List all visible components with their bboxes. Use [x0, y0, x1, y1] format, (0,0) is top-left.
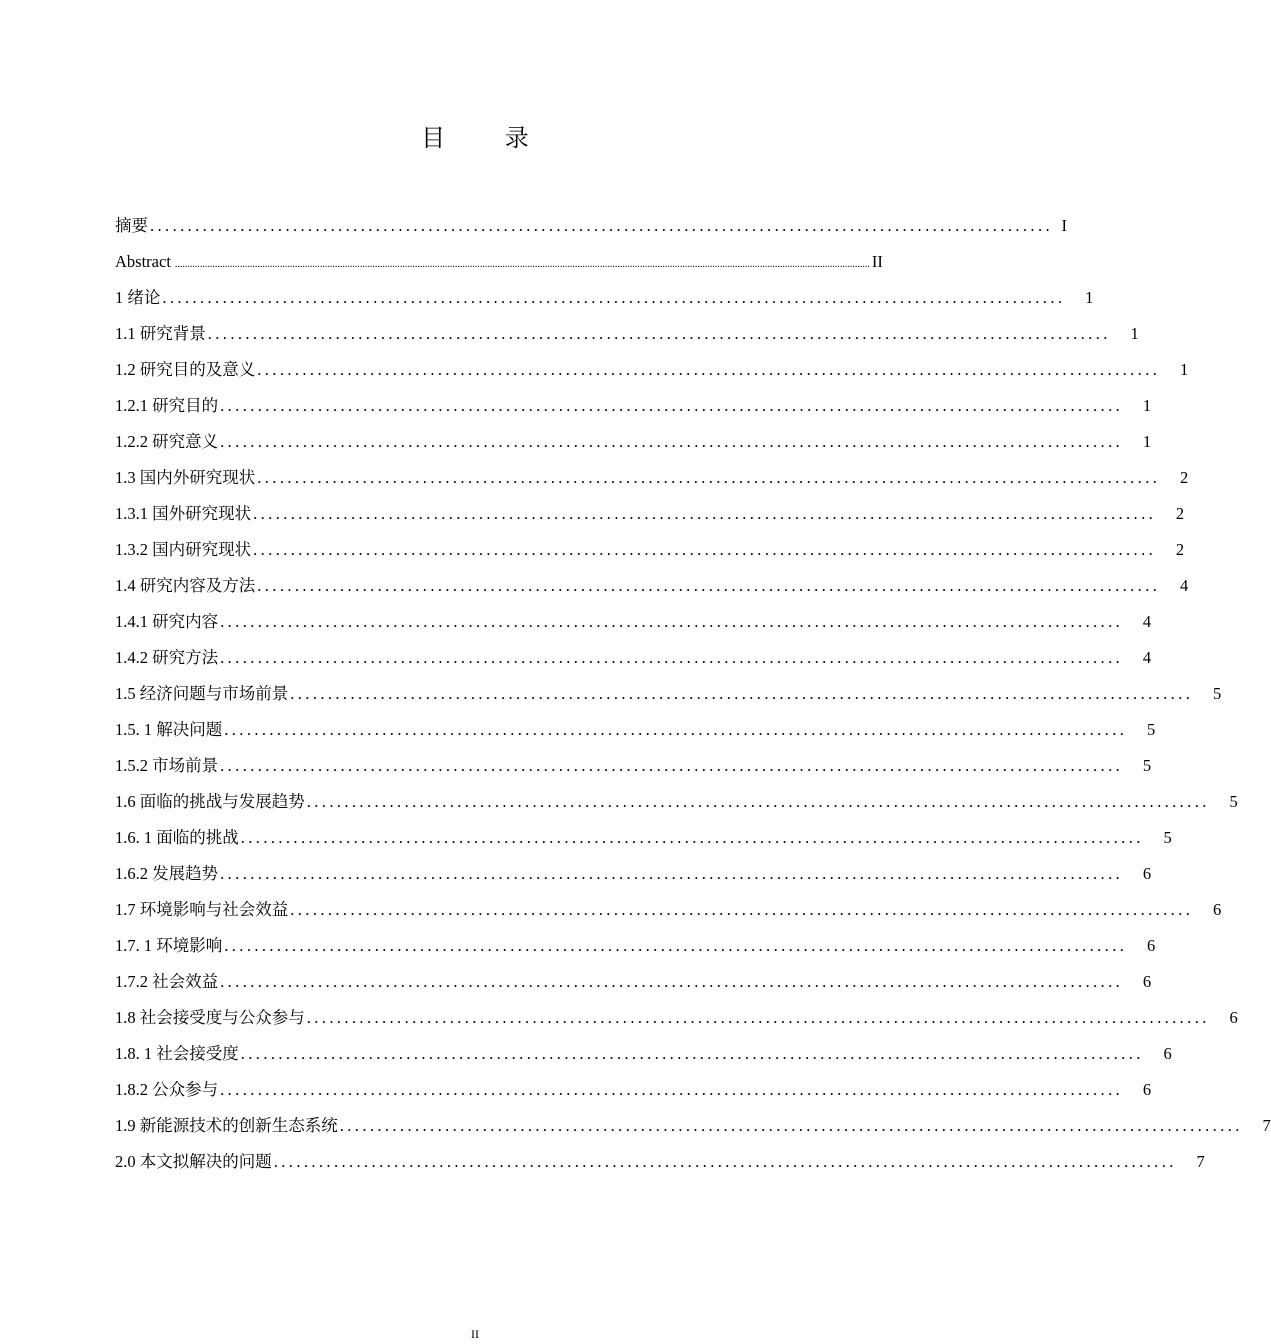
toc-entry-label: 1.8 社会接受度与公众参与	[115, 1008, 305, 1027]
toc-leader-dots: ........................................................................................................................	[220, 756, 1124, 775]
toc-entry-1-2[interactable]	[115, 352, 1189, 388]
toc-leader-dots: ........................................................................................................................	[306, 1008, 1210, 1027]
toc-leader-dots: ........................................................................................................................	[253, 540, 1157, 559]
toc-entry-1-7[interactable]	[115, 892, 1222, 928]
toc-entry-page: 1	[1142, 432, 1152, 451]
toc-entry-1-7-1[interactable]	[115, 928, 1156, 964]
toc-entry-label: 1 绪论	[115, 288, 161, 307]
toc-entry-page: 5	[1142, 756, 1152, 775]
toc-entry-label: 1.9 新能源技术的创新生态系统	[115, 1116, 338, 1135]
toc-entry-page: 1	[1130, 324, 1139, 343]
table-of-contents	[115, 208, 1271, 1180]
toc-entry-page: 5	[1163, 828, 1172, 847]
page-title: 目 录	[421, 124, 555, 152]
toc-entry-1-9[interactable]	[115, 1108, 1271, 1144]
toc-entry-page: 7	[1196, 1152, 1205, 1171]
toc-entry-label: 1.7. 1 环境影响	[115, 936, 223, 955]
toc-leader-dots: ........................................................................................................................	[257, 576, 1161, 595]
toc-leader-dots: ........................................................................................................................	[220, 864, 1124, 883]
toc-entry-1-8-1[interactable]	[115, 1036, 1172, 1072]
toc-leader-dots: ........................................................................................................................	[220, 972, 1124, 991]
toc-entry-page: 5	[1213, 684, 1222, 703]
toc-entry-2-0[interactable]	[115, 1144, 1205, 1180]
toc-entry-page: 1	[1180, 360, 1189, 379]
toc-entry-1-1[interactable]	[115, 316, 1139, 352]
toc-entry-label: 1.6 面临的挑战与发展趋势	[115, 792, 305, 811]
toc-entry-1-4-2[interactable]	[115, 640, 1152, 676]
toc-entry-1-7-2[interactable]	[115, 964, 1152, 1000]
toc-entry-page: II	[871, 252, 883, 271]
toc-entry-label: 1.8. 1 社会接受度	[115, 1044, 239, 1063]
toc-entry-page: 4	[1180, 576, 1189, 595]
toc-entry-label: 2.0 本文拟解决的问题	[115, 1152, 272, 1171]
toc-entry-1-3[interactable]	[115, 460, 1189, 496]
toc-entry-page: 6	[1142, 864, 1152, 883]
toc-leader-dots: ........................................................................................................................	[220, 396, 1124, 415]
toc-entry-label: 1.5. 1 解决问题	[115, 720, 223, 739]
toc-leader-dots: ........................................................................................................................	[220, 648, 1124, 667]
toc-entry-1-6[interactable]	[115, 784, 1238, 820]
toc-leader-dots: ........................................................................................................................	[240, 828, 1144, 847]
toc-leader-dots: ......................................................................................................................................................................................................................................................................................	[174, 259, 870, 270]
toc-entry-page: 1	[1142, 396, 1152, 415]
toc-leader-dots: ........................................................................................................................	[220, 612, 1124, 631]
toc-entry-label: 1.2.2 研究意义	[115, 432, 219, 451]
toc-entry-page: I	[1061, 216, 1067, 235]
toc-entry-label: Abstract	[115, 252, 171, 271]
toc-entry-page: 6	[1147, 936, 1156, 955]
toc-leader-dots: ........................................................................................................................	[339, 1116, 1243, 1135]
toc-leader-dots: ........................................................................................................................	[224, 936, 1128, 955]
toc-leader-dots: ........................................................................................................................	[162, 288, 1066, 307]
toc-entry-label: 1.6.2 发展趋势	[115, 864, 219, 883]
toc-entry-page: 6	[1213, 900, 1222, 919]
page-number-footer: II	[471, 1327, 479, 1341]
toc-entry-page: 1	[1085, 288, 1094, 307]
toc-entry-1-3-2[interactable]	[115, 532, 1185, 568]
toc-entry-1-2-2[interactable]	[115, 424, 1152, 460]
toc-entry-label: 1.4 研究内容及方法	[115, 576, 256, 595]
toc-entry-label: 1.7.2 社会效益	[115, 972, 219, 991]
toc-entry-label: 1.2 研究目的及意义	[115, 360, 256, 379]
toc-leader-dots: ........................................................................................................................	[207, 324, 1111, 343]
toc-leader-dots: ........................................................................................................................	[273, 1152, 1177, 1171]
toc-leader-dots: ........................................................................................................................	[253, 504, 1157, 523]
toc-leader-dots: ........................................................................................................................	[290, 900, 1194, 919]
toc-entry-1-4-1[interactable]	[115, 604, 1152, 640]
toc-entry-label: 1.2.1 研究目的	[115, 396, 219, 415]
toc-entry-1-5-2[interactable]	[115, 748, 1152, 784]
toc-entry-label: 1.5.2 市场前景	[115, 756, 219, 775]
toc-entry-1-6-1[interactable]	[115, 820, 1172, 856]
toc-entry-abstract-cn[interactable]	[115, 208, 1067, 244]
toc-entry-page: 2	[1175, 540, 1185, 559]
toc-entry-page: 6	[1229, 1008, 1238, 1027]
toc-entry-label: 摘要	[115, 216, 148, 235]
toc-entry-page: 4	[1142, 648, 1152, 667]
toc-entry-1-3-1[interactable]	[115, 496, 1185, 532]
toc-entry-label: 1.3.2 国内研究现状	[115, 540, 252, 559]
toc-entry-1[interactable]	[115, 280, 1094, 316]
toc-leader-dots: ........................................................................................................................	[220, 1080, 1124, 1099]
toc-leader-dots: ........................................................................................................................	[290, 684, 1194, 703]
toc-entry-abstract-en[interactable]	[115, 244, 883, 280]
toc-entry-page: 4	[1142, 612, 1152, 631]
toc-entry-page: 5	[1147, 720, 1156, 739]
toc-entry-label: 1.5 经济问题与市场前景	[115, 684, 289, 703]
toc-entry-label: 1.6. 1 面临的挑战	[115, 828, 239, 847]
toc-entry-page: 6	[1142, 972, 1152, 991]
toc-entry-page: 2	[1180, 468, 1189, 487]
toc-leader-dots: ........................................................................................................................	[220, 432, 1124, 451]
toc-entry-1-2-1[interactable]	[115, 388, 1152, 424]
toc-entry-1-5[interactable]	[115, 676, 1222, 712]
toc-entry-1-8[interactable]	[115, 1000, 1238, 1036]
toc-entry-1-5-1[interactable]	[115, 712, 1156, 748]
toc-entry-label: 1.7 环境影响与社会效益	[115, 900, 289, 919]
toc-entry-1-6-2[interactable]	[115, 856, 1152, 892]
toc-leader-dots: ........................................................................................................................	[306, 792, 1210, 811]
toc-entry-label: 1.1 研究背景	[115, 324, 206, 343]
toc-leader-dots: ........................................................................................................................	[224, 720, 1128, 739]
toc-leader-dots: ........................................................................................................................	[150, 216, 1053, 235]
toc-entry-label: 1.3 国内外研究现状	[115, 468, 256, 487]
toc-entry-label: 1.4.1 研究内容	[115, 612, 219, 631]
toc-entry-label: 1.3.1 国外研究现状	[115, 504, 252, 523]
toc-leader-dots: ........................................................................................................................	[257, 360, 1161, 379]
toc-entry-page: 6	[1142, 1080, 1152, 1099]
toc-entry-page: 6	[1163, 1044, 1172, 1063]
toc-entry-label: 1.8.2 公众参与	[115, 1080, 219, 1099]
toc-entry-label: 1.4.2 研究方法	[115, 648, 219, 667]
toc-entry-1-8-2[interactable]	[115, 1072, 1152, 1108]
toc-leader-dots: ........................................................................................................................	[240, 1044, 1144, 1063]
toc-entry-page: 2	[1175, 504, 1185, 523]
toc-entry-page: 7	[1262, 1116, 1271, 1135]
toc-entry-page: 5	[1229, 792, 1238, 811]
toc-leader-dots: ........................................................................................................................	[257, 468, 1161, 487]
toc-entry-1-4[interactable]	[115, 568, 1189, 604]
